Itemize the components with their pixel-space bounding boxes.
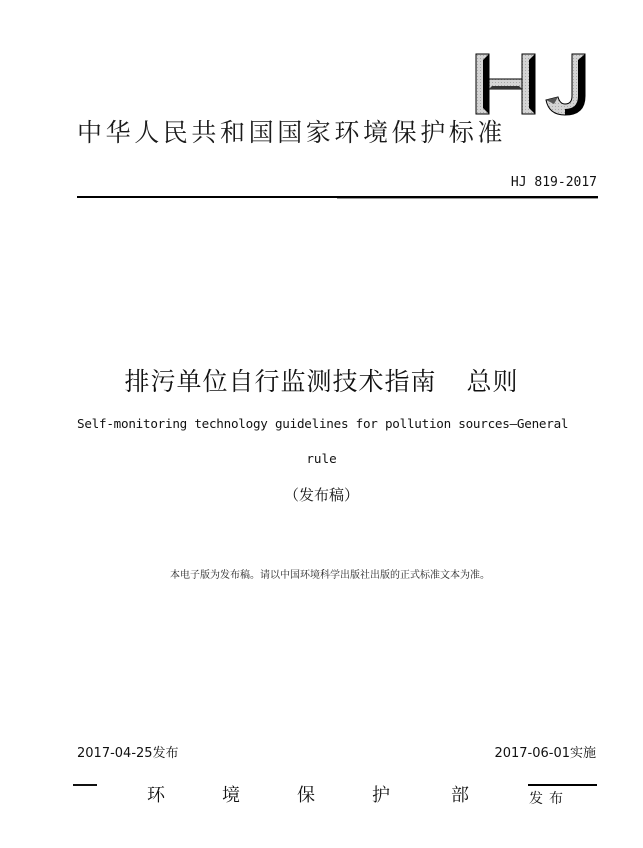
issuer-dash bbox=[73, 784, 97, 786]
header-divider-shadow bbox=[337, 198, 598, 199]
english-title-line1: Self-monitoring technology guidelines for pollution sources—General bbox=[77, 416, 569, 431]
document-title-main: 排污单位自行监测技术指南 bbox=[124, 367, 437, 396]
issuer-char: 护 bbox=[372, 785, 390, 806]
hj-logo bbox=[474, 52, 594, 116]
document-title bbox=[0, 365, 643, 399]
implementation-date: 2017-06-01实施 bbox=[494, 746, 596, 761]
publish-rule bbox=[528, 784, 597, 786]
publish-label: 发布 bbox=[529, 791, 569, 807]
national-standard-title: 中华人民共和国国家环境保护标准 bbox=[77, 118, 507, 147]
hj-logo-icon bbox=[474, 52, 594, 116]
issuer-char: 环 bbox=[147, 785, 165, 806]
standard-number: HJ 819-2017 bbox=[510, 175, 597, 190]
issuer-char: 境 bbox=[222, 785, 240, 806]
issuer-char: 保 bbox=[297, 785, 315, 806]
issue-date: 2017-04-25发布 bbox=[77, 746, 179, 761]
electronic-version-notice: 本电子版为发布稿。请以中国环境科学出版社出版的正式标准文本为准。 bbox=[170, 570, 490, 581]
document-title-sub: 总则 bbox=[466, 367, 519, 396]
draft-label: （发布稿） bbox=[283, 486, 359, 504]
english-title-line2: rule bbox=[306, 451, 337, 466]
issuer-char: 部 bbox=[451, 785, 469, 806]
